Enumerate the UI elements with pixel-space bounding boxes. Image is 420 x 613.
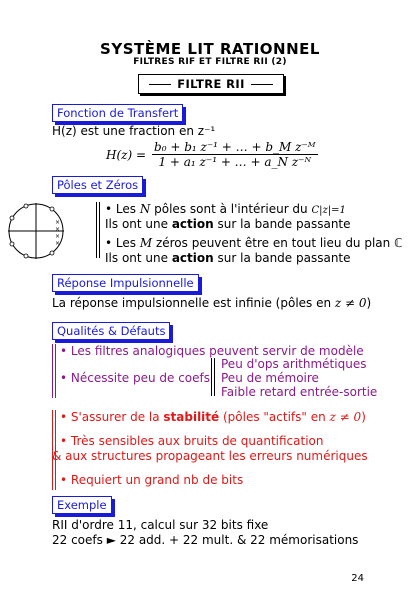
svg-text:×: × [55,233,61,240]
filter-rii-label: FILTRE RII [177,77,245,91]
example-line-1: RII d'ordre 11, calcul sur 32 bits fixe [52,518,269,532]
svg-text:×: × [55,219,61,226]
complex-plane-symbol: ℂ [394,236,403,250]
example-line-2: 22 coefs ► 22 add. + 22 mult. & 22 mémorisations [52,533,359,547]
quality-item-2: • Nécessite peu de coefs [60,371,211,385]
poles-line-2a: Ils ont une [105,217,172,231]
unit-circle-symbol: C|z|=1 [311,205,346,216]
quality-item-1: • Les filtres analogiques peuvent servir de modèle [60,344,364,358]
poles-line-1a: • Les [105,202,140,216]
defect-bits: • Requiert un grand nb de bits [60,473,244,487]
impulse-text-a: La réponse impulsionnelle est infinie (pôles en [52,296,335,310]
poles-line-1 [105,202,346,216]
defect-stability-c: (pôles "actifs" en [219,410,330,424]
equation-denominator: 1 + a₁ z⁻¹ + … + a_N z⁻ᴺ [158,155,312,169]
sub-bar-1 [211,358,212,396]
section-impulse-response: Réponse Impulsionnelle [52,274,199,292]
quality-sub-1: Peu d'ops arithmétiques [221,357,367,371]
poles-line-2c: sur la bande passante [213,217,351,231]
equation-fraction [152,140,318,169]
sub-bar-2 [214,358,215,396]
equation-numerator: b₀ + b₁ z⁻¹ + … + b_M z⁻ᴹ [154,140,316,154]
defect-numerical-errors: & aux structures propageant les erreurs numériques [52,449,368,463]
impulse-text-c: ) [366,296,372,310]
right-rule [251,84,273,85]
filter-rii-box [138,74,284,94]
zeros-line-2c: sur la bande passante [213,251,351,265]
purple-bar-1 [52,344,53,398]
zeros-line-1 [105,236,402,250]
zeros-m: M [139,236,153,250]
quality-sub-2: Peu de mémoire [221,371,319,385]
left-rule [149,84,171,85]
section-qualities-defects: Qualités & Défauts [52,322,170,340]
quality-sub-3: Faible retard entrée-sortie [221,385,378,399]
poles-line-2 [105,217,351,231]
defect-stability-e: ) [361,410,366,424]
impulse-text [52,296,371,310]
page-number: 24 [351,573,364,584]
section-transfer-function: Fonction de Transfert [52,104,183,122]
defect-stability-a: • S'assurer de la [60,410,164,424]
zeros-line-1a: • Les [105,236,140,250]
impulse-z-neq-0: z ≠ 0 [334,296,367,310]
zeros-action: action [171,251,214,265]
poles-n: N [139,202,151,216]
section-example: Exemple [52,496,112,514]
defect-quantization: • Très sensibles aux bruits de quantification [60,434,324,448]
unit-circle-pole-zero-icon [4,200,92,262]
equation-lhs: H(z) = [106,147,147,162]
transfer-intro: H(z) est une fraction en z⁻¹ [52,124,216,138]
transfer-equation [106,140,318,169]
poles-action: action [171,217,214,231]
section-poles-zeros: Pôles et Zéros [52,176,143,194]
zeros-line-2 [105,251,351,265]
zeros-line-2a: Ils ont une [105,251,172,265]
defect-stability [60,410,366,424]
defect-z-neq-0: z ≠ 0 [329,410,362,424]
page-title: SYSTÈME LIT RATIONNEL [100,40,320,58]
svg-text:×: × [55,226,61,233]
defect-stability-word: stabilité [163,410,220,424]
poles-left-bar-1 [96,202,97,258]
page-subtitle: FILTRES RIF ET FILTRE RII (2) [133,57,287,67]
purple-bar-2 [55,344,56,398]
poles-line-1c: pôles sont à l'intérieur du [150,202,312,216]
poles-left-bar-2 [99,202,100,258]
zeros-line-1c: zéros peuvent être en tout lieu du plan [152,236,395,250]
svg-text:×: × [55,240,61,247]
